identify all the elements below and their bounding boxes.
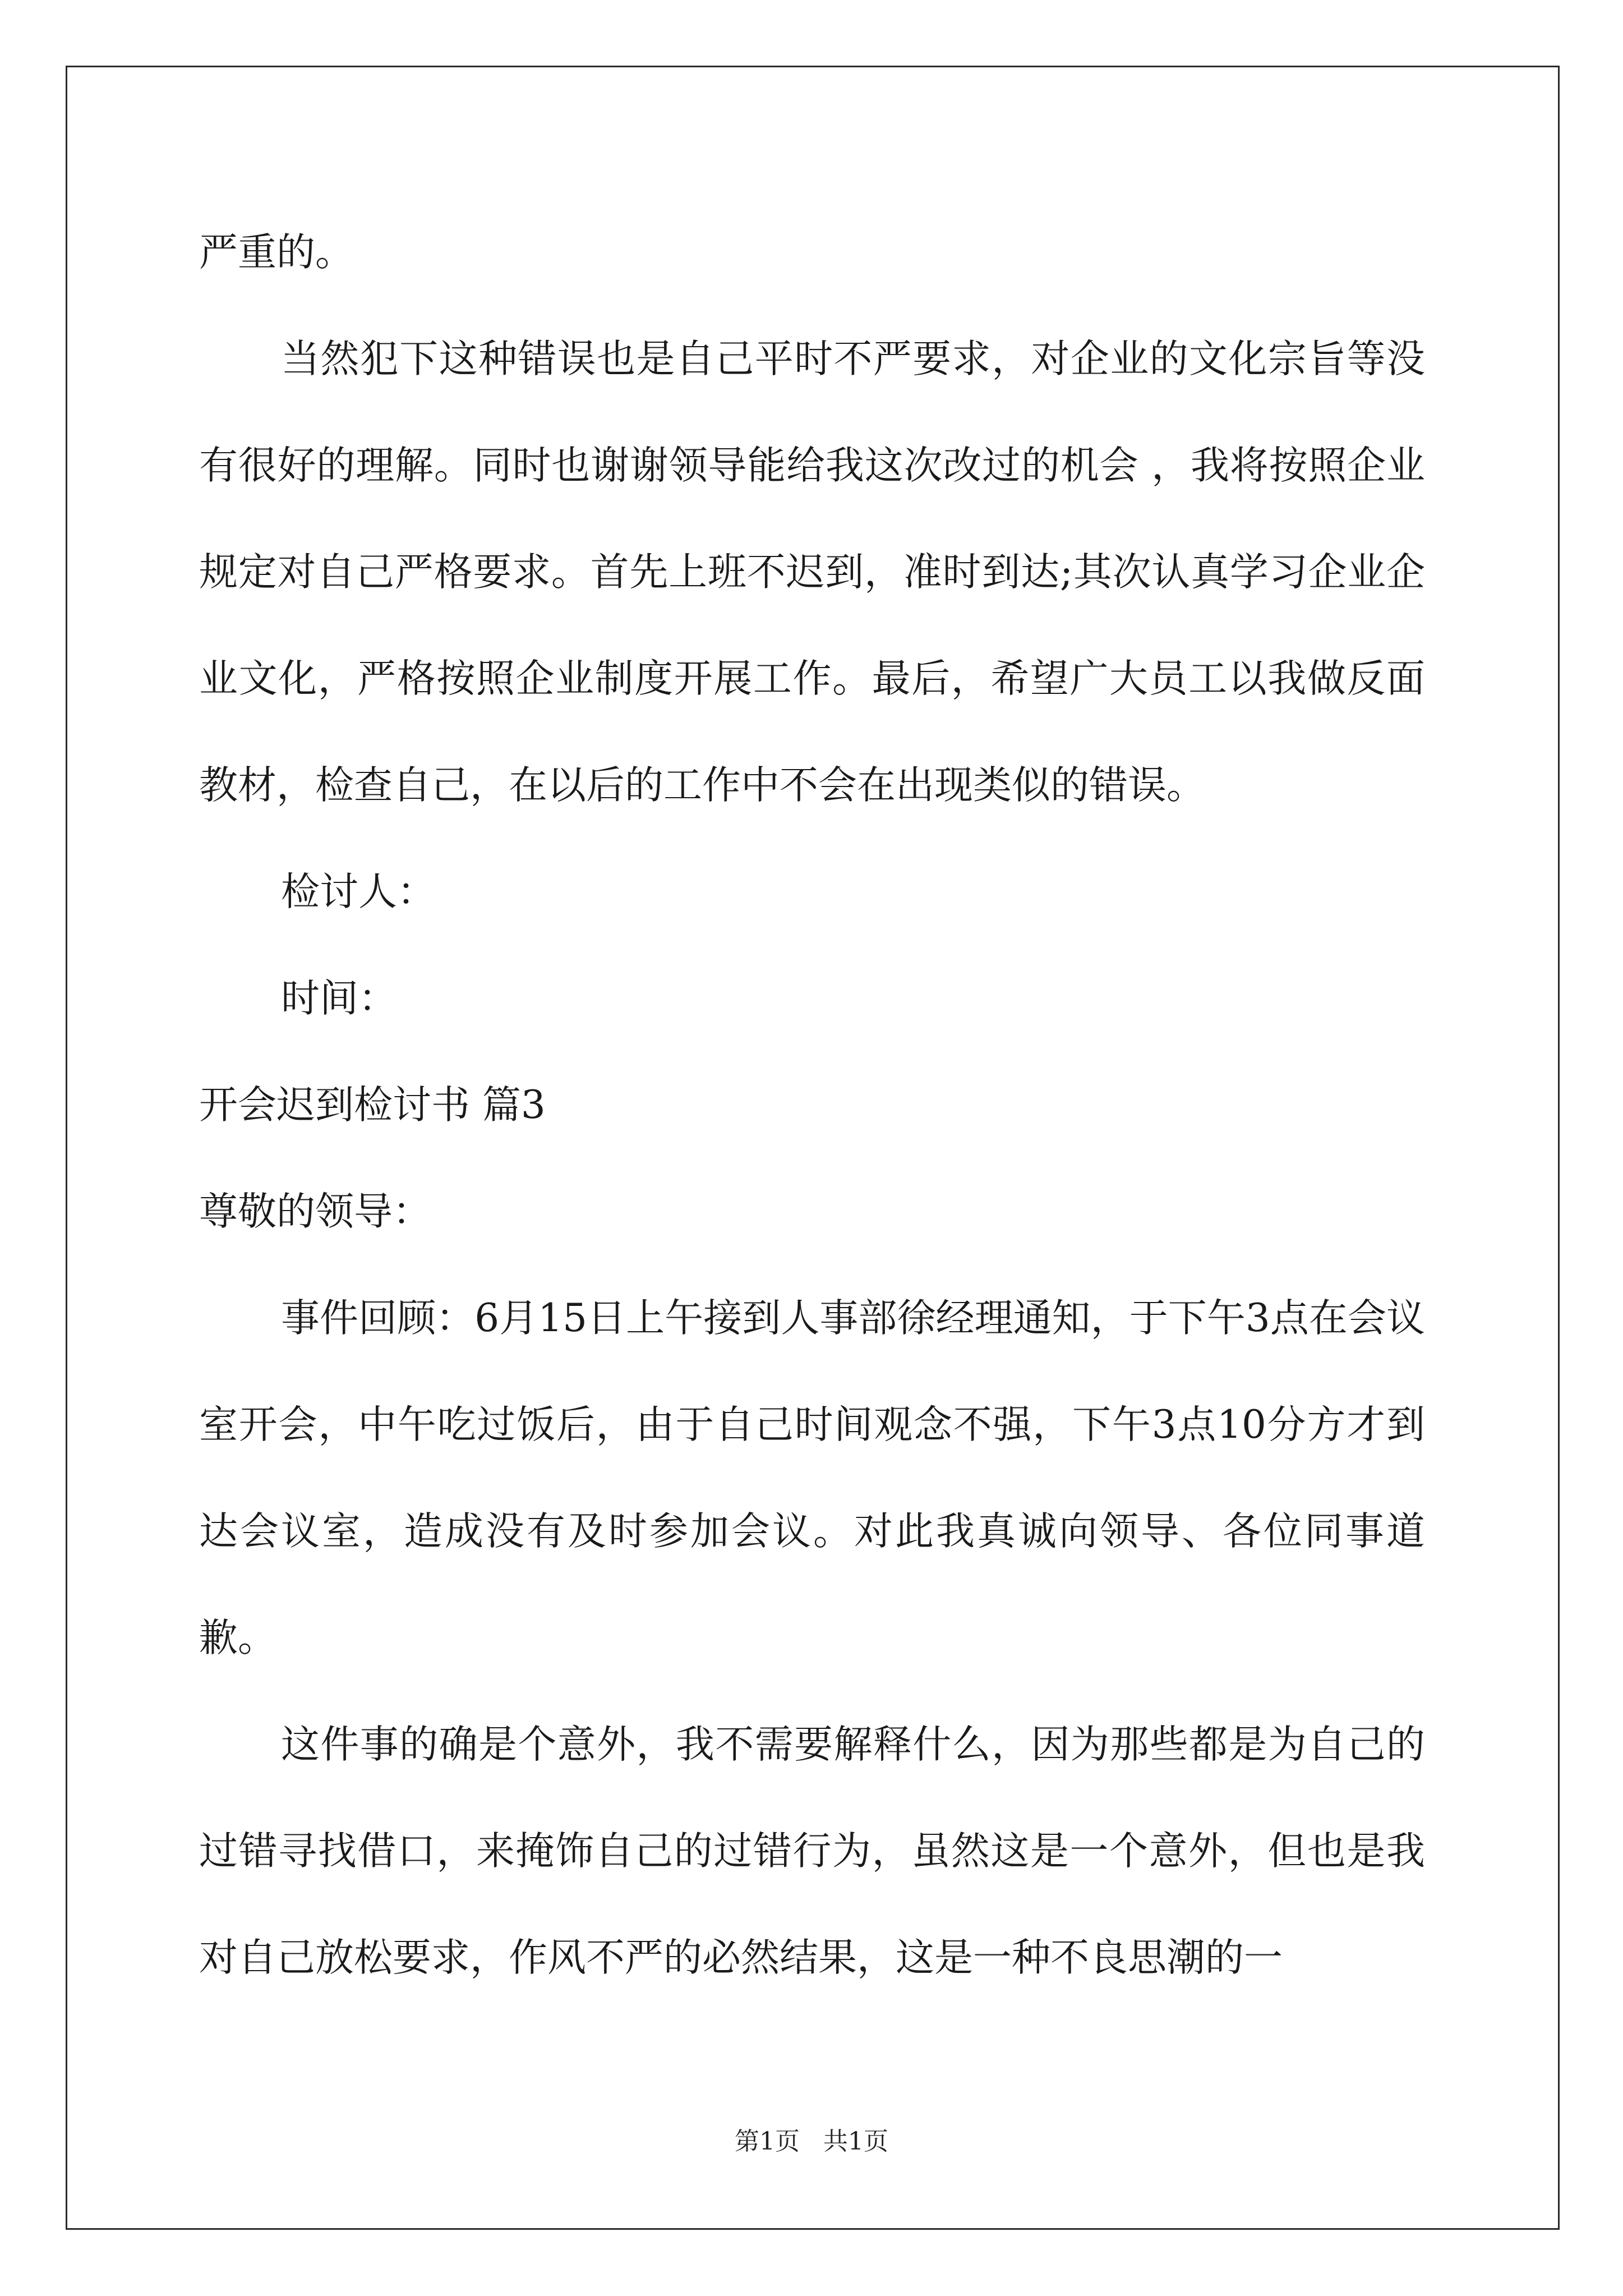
salutation: 尊敬的领导： xyxy=(199,1189,431,1234)
signature-date-label: 时间： xyxy=(281,976,397,1021)
page-footer xyxy=(0,2125,1623,2159)
paragraph-reflection: 这件事的确是个意外，我不需要解释什么，因为那些都是为自己的过错寻找借口，来掩饰自己的过错行为，虽然这是一个意外，但也是我对自己放松要求，作风不严的必然结果，这是一种不良思潮的一 xyxy=(199,1722,1425,1980)
paragraph-apology-resolution: 当然犯下这种错误也是自己平时不严要求，对企业的文化宗旨等没有很好的理解。同时也谢谢领导能给我这次改过的机会 ，我将按照企业规定对自己严格要求。首先上班不迟到，准时到达;其次认真学习企业企业文化，严格按照企业制度开展工作。最后，希望广大员工以我做反面教材，检查自己，在以后的工作中不会在出现类似的错误。 xyxy=(199,337,1425,808)
paragraph-event-review: 事件回顾：6月15日上午接到人事部徐经理通知，于下午3点在会议室开会，中午吃过饭后，由于自己时间观念不强，下午3点10分方才到达会议室，造成没有及时参加会议。对此我真诚向领导、各位同事道歉。 xyxy=(199,1296,1425,1660)
signature-reviewer-label: 检讨人： xyxy=(281,869,436,914)
paragraph-continuation: 严重的。 xyxy=(199,230,354,275)
document-body xyxy=(199,199,1425,2011)
page-number-current: 第1页 xyxy=(735,2127,800,2156)
page-number-total: 共1页 xyxy=(823,2127,888,2156)
section-title: 开会迟到检讨书 篇3 xyxy=(199,1083,546,1128)
